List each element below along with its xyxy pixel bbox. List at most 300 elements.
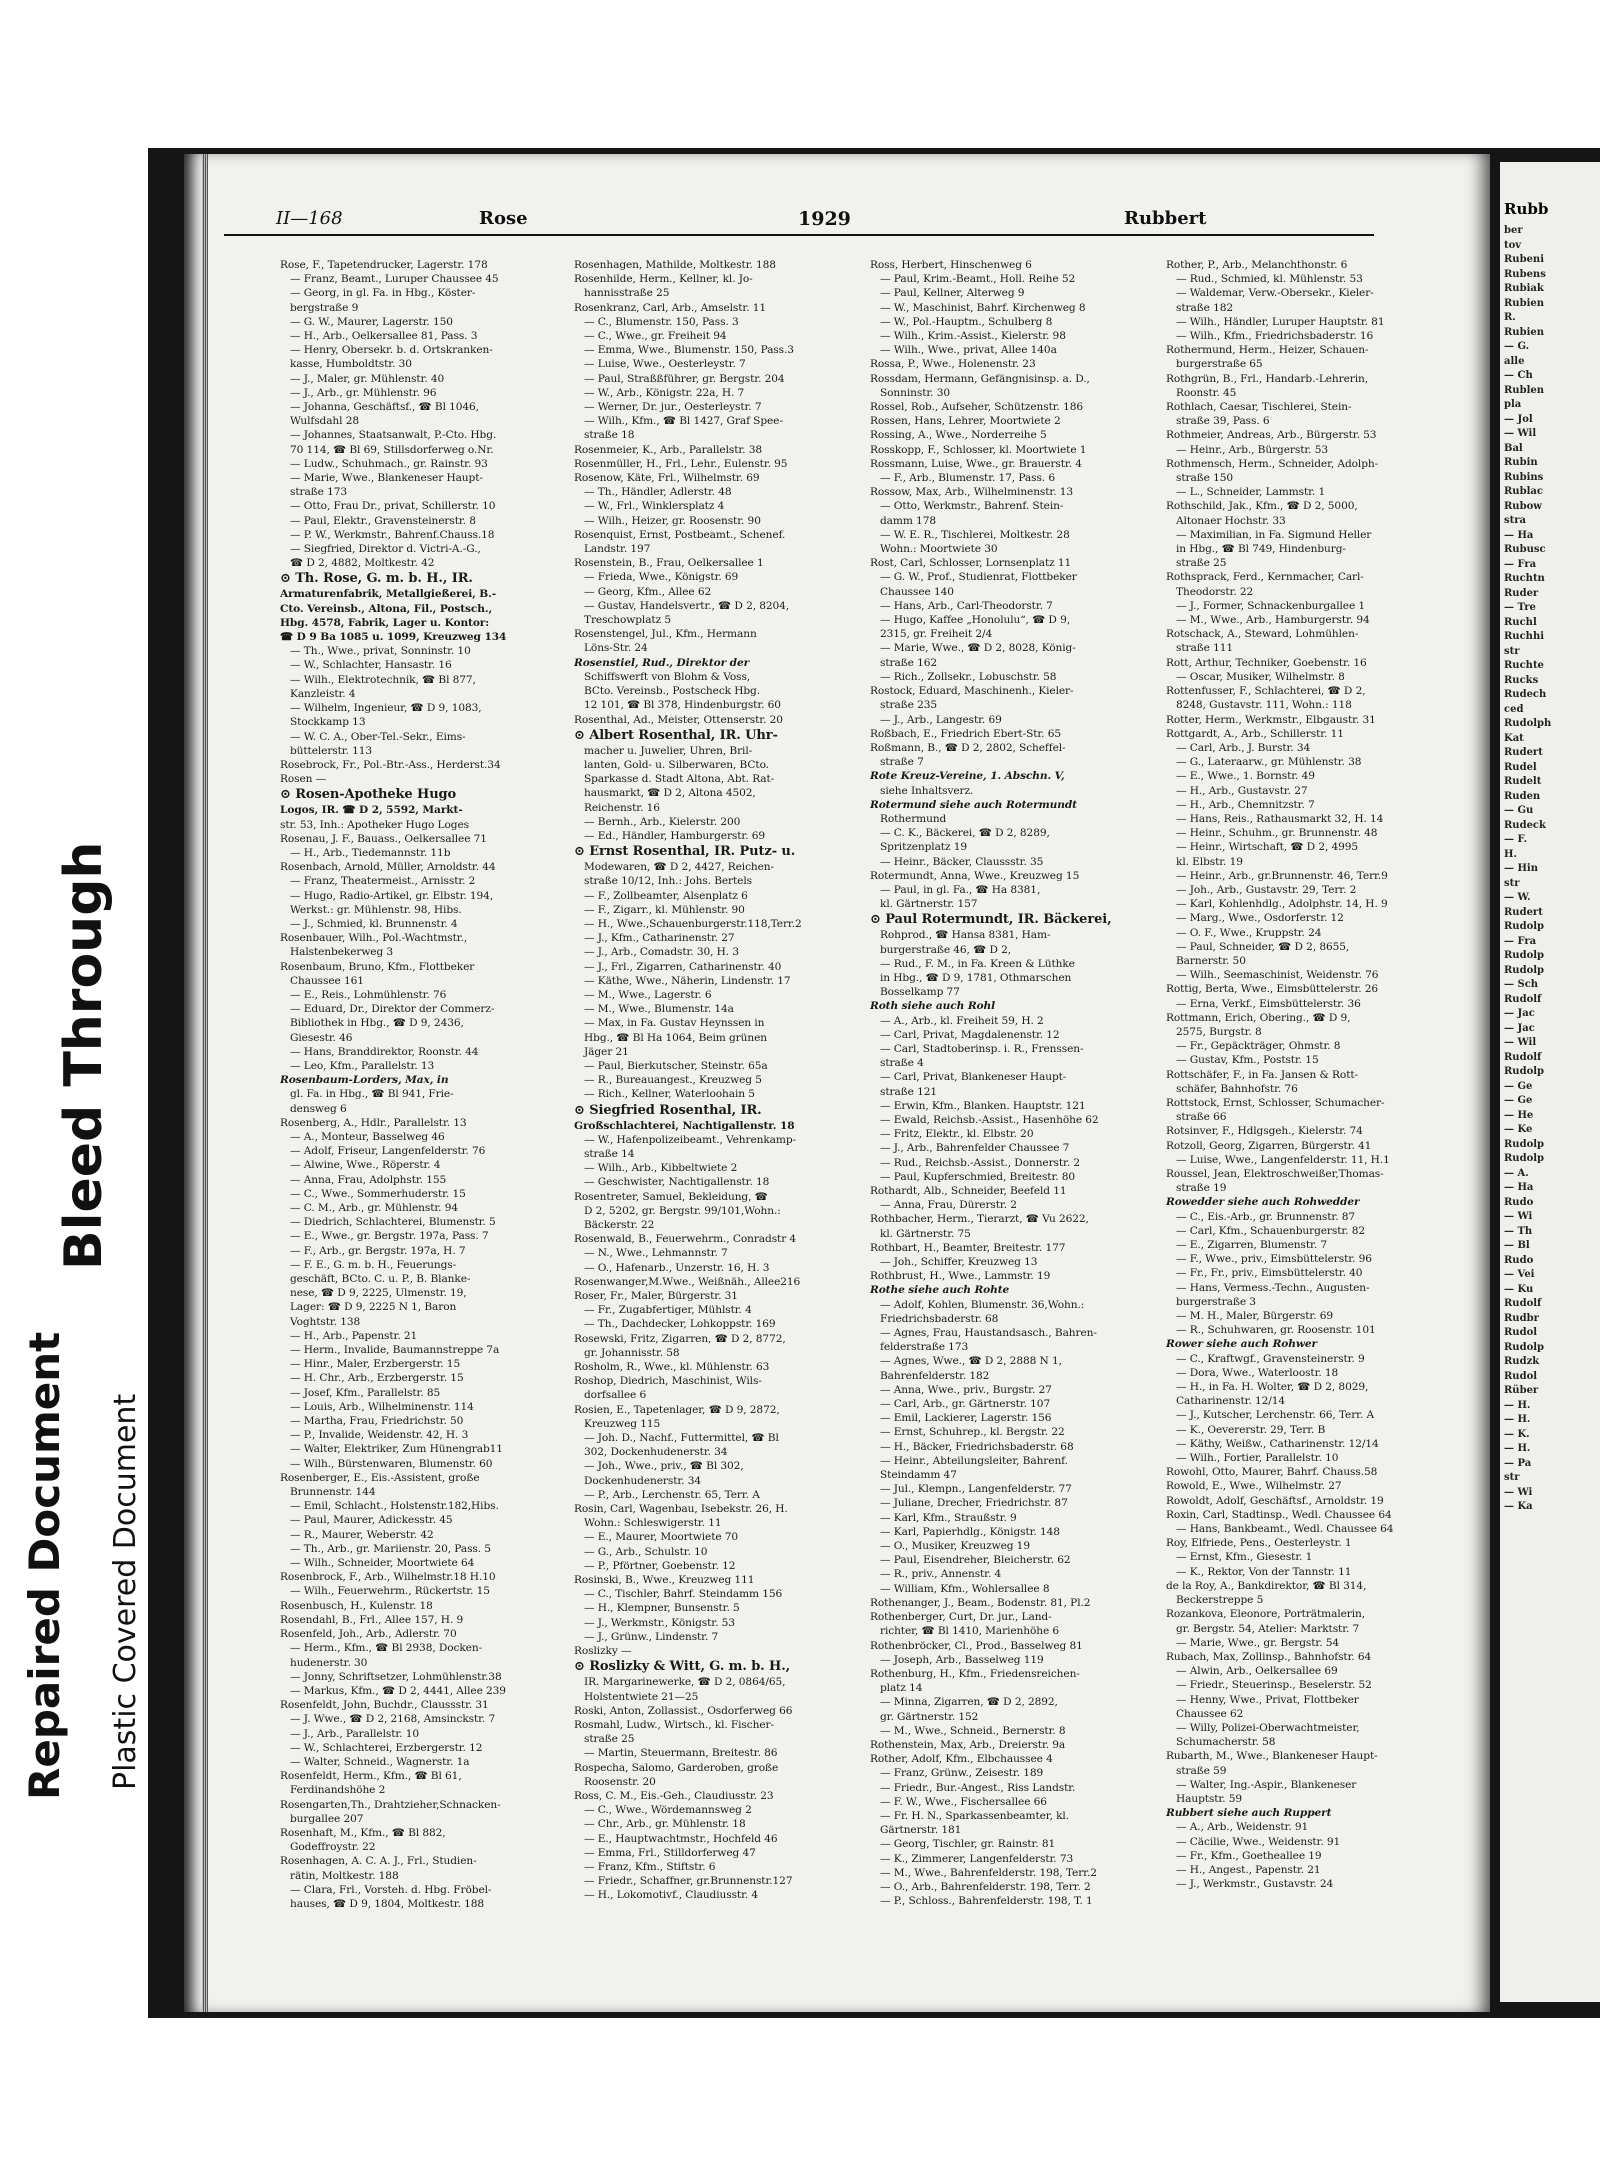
directory-entry: Rote Kreuz-Vereine, 1. Abschn. V, [870,770,1065,783]
directory-entry: — R., Bureauangest., Kreuzweg 5 [584,1074,762,1087]
facing-page-line: Rublac [1504,486,1543,497]
directory-entry: gr. Johannisstr. 58 [584,1346,680,1359]
directory-entry: — Hans, Branddirektor, Roonstr. 44 [290,1045,479,1058]
directory-entry: Rothardt, Alb., Schneider, Beefeld 11 [870,1185,1067,1197]
directory-entry: straße 19 [1176,1182,1227,1195]
directory-entry: — Marie, Wwe., ☎ D 2, 8028, König- [880,642,1076,655]
directory-entry: Godeffroystr. 22 [290,1841,376,1854]
facing-page-line: — Ge [1504,1095,1533,1106]
facing-page-fragment [1500,162,1600,2002]
bottom-margin [0,2090,1600,2177]
directory-entry: — W., Schlachter, Hansastr. 16 [290,659,452,672]
facing-page-line: Rubien [1504,297,1545,309]
directory-entry: Rosmahl, Ludw., Wirtsch., kl. Fischer- [574,1718,774,1731]
directory-entry: Sonninstr. 30 [880,386,951,399]
directory-entry: — R., Schuhwaren, gr. Roosenstr. 101 [1176,1324,1376,1337]
directory-entry: Rotter, Herm., Werkmstr., Elbgaustr. 31 [1166,713,1376,726]
directory-entry: — Carl, Privat, Magdalenenstr. 12 [880,1028,1060,1041]
directory-entry: — Käthe, Wwe., Näherin, Lindenstr. 17 [584,974,791,987]
facing-page-line: Rudert [1504,906,1543,918]
facing-page-line: Rubins [1504,471,1544,483]
directory-entry: — Wilh., Wwe., privat, Allee 140a [880,344,1057,357]
directory-entry: — F., Arb., gr. Bergstr. 197a, H. 7 [290,1244,466,1257]
facing-page-line: H. [1504,848,1517,860]
directory-entry: — O., Musiker, Kreuzweg 19 [880,1540,1030,1553]
directory-entry: — Rud., F. M., in Fa. Kreen & Lüthke [880,957,1075,970]
facing-page-line: Rudolf [1504,993,1542,1005]
directory-entry: — Frieda, Wwe., Königstr. 69 [584,571,739,584]
directory-entry: — Wilh., Kfm., ☎ Bl 1427, Graf Spee- [584,415,783,428]
directory-entry: Roßbach, E., Friedrich Ebert-Str. 65 [870,727,1061,740]
facing-page-line: Rubow [1504,500,1542,512]
directory-entry: — Herm., Kfm., ☎ Bl 2938, Docken- [290,1642,483,1655]
directory-entry: lanten, Gold- u. Silberwaren, BCto. [584,758,769,771]
directory-entry: — Bernh., Arb., Kielerstr. 200 [584,815,741,828]
directory-entry: — E., Reis., Lohmühlenstr. 76 [290,988,447,1001]
directory-entry: — Marie, Wwe., gr. Bergstr. 54 [1176,1636,1340,1649]
directory-entry: — W. E. R., Tischlerei, Moltkestr. 28 [880,528,1070,541]
directory-entry: — Martha, Frau, Friedrichstr. 50 [290,1415,464,1428]
directory-entry: burgerstraße 46, ☎ D 2, [880,943,1012,956]
directory-entry: Friedrichsbaderstr. 68 [880,1312,999,1325]
directory-column-2 [574,258,856,1998]
directory-entry: — Oscar, Musiker, Wilhelmstr. 8 [1176,670,1345,683]
directory-entry: — Paul, Kupferschmied, Breitestr. 80 [880,1170,1076,1183]
directory-entry: Bahrenfelderstr. 182 [880,1369,990,1382]
directory-entry: — M. H., Maler, Bürgerstr. 69 [1176,1310,1334,1323]
directory-entry: — Georg, in gl. Fa. in Hbg., Köster- [290,287,476,300]
directory-entry: Rost, Carl, Schlosser, Lornsenplatz 11 [870,557,1072,570]
facing-page-line: — Sch [1504,979,1539,990]
facing-page-line: — Jol [1504,413,1533,425]
directory-entry: kl. Gärtnerstr. 157 [880,898,978,911]
facing-page-line: — Ge [1504,1080,1533,1092]
directory-entry: — A., Arb., kl. Freiheit 59, H. 2 [880,1014,1044,1027]
directory-entry: 2315, gr. Freiheit 2/4 [880,628,993,641]
repaired-document-label: Repaired Document [20,1331,69,1800]
facing-page-line: Rubeni [1504,254,1545,265]
plastic-covered-label: Plastic Covered Document [108,1393,143,1790]
directory-entry: Roy, Elfriede, Pens., Oesterleystr. 1 [1166,1537,1352,1550]
facing-page-line: Rudolp [1504,1153,1545,1164]
directory-entry: Hbg. 4578, Fabrik, Lager u. Kontor: [280,616,490,629]
directory-entry: gr. Bergstr. 54, Atelier: Marktstr. 7 [1176,1622,1360,1635]
directory-entry: — F., Wwe., priv., Eimsbüttelerstr. 96 [1176,1253,1372,1266]
directory-entry: ⊙ Ernst Rosenthal, IR. Putz- u. [574,844,796,860]
directory-entry: — Rud., Reichsb.-Assist., Donnerstr. 2 [880,1156,1081,1169]
directory-entry: — Franz, Kfm., Stiftstr. 6 [584,1860,716,1873]
directory-entry: — G., Lateraarw., gr. Mühlenstr. 38 [1176,756,1362,769]
directory-entry: Halstenbekerweg 3 [290,946,394,959]
directory-entry: — K., Zimmerer, Langenfelderstr. 73 [880,1852,1074,1865]
facing-page-line: str [1504,877,1520,889]
directory-entry: — Heinr., Bäcker, Claussstr. 35 [880,855,1044,868]
directory-entry: — Luise, Wwe., Oesterleystr. 7 [584,358,746,371]
directory-entry: Rotsinver, F., Hdlgsgeh., Kielerstr. 74 [1166,1125,1363,1138]
directory-entry: — Juliane, Drecher, Friedrichstr. 87 [880,1497,1068,1510]
directory-entry: — P., Arb., Lerchenstr. 65, Terr. A [584,1488,760,1501]
directory-entry: Rossdam, Hermann, Gefängnisinsp. a. D., [870,372,1090,385]
facing-page-line: Rubin [1504,457,1538,468]
directory-entry: damm 178 [880,514,936,527]
directory-entry: — Hugo, Radio-Artikel, gr. Elbstr. 194, [290,889,494,902]
directory-entry: — Wilh., Arb., Kibbeltwiete 2 [584,1162,738,1175]
facing-page-line: — He [1504,1109,1534,1121]
directory-entry: Roussel, Jean, Elektroschweißer,Thomas- [1166,1168,1384,1180]
directory-entry: — C., Kraftwgf., Gravensteinerstr. 9 [1176,1352,1365,1365]
directory-entry: — Heinr., Wirtschaft, ☎ D 2, 4995 [1176,841,1359,854]
directory-entry: BCto. Vereinsb., Postscheck Hbg. [584,685,761,698]
directory-entry: Rossmann, Luise, Wwe., gr. Brauerstr. 4 [870,457,1082,470]
directory-entry: — H., in Fa. H. Wolter, ☎ D 2, 8029, [1176,1381,1369,1394]
directory-entry: macher u. Juwelier, Uhren, Bril- [584,744,753,757]
directory-entry: — E., Wwe., 1. Bornstr. 49 [1176,770,1315,783]
directory-entry: siehe Inhaltsverz. [880,784,974,797]
directory-entry: — Paul, Schneider, ☎ D 2, 8655, [1176,940,1350,953]
directory-entry: — Heinr., Schuhm., gr. Brunnenstr. 48 [1176,827,1378,840]
directory-entry: — Wilh., Händler, Luruper Hauptstr. 81 [1176,315,1385,328]
directory-entry: — R., Maurer, Weberstr. 42 [290,1528,434,1541]
directory-entry: Lager: ☎ D 9, 2225 N 1, Baron [290,1301,457,1314]
directory-entry: Logos, IR. ☎ D 2, 5592, Markt- [280,804,463,817]
directory-entry: Rothbrust, H., Wwe., Lammstr. 19 [870,1270,1051,1283]
facing-page-line: — Pa [1504,1457,1532,1469]
directory-entry: — Emil, Lackierer, Lagerstr. 156 [880,1412,1052,1425]
directory-entry: burgerstraße 3 [1176,1295,1256,1308]
directory-entry: Rowoldt, Adolf, Geschäftsf., Arnoldstr. 19 [1166,1494,1384,1507]
directory-entry: Rower siehe auch Rohwer [1166,1338,1317,1351]
facing-page-line: — Hin [1504,863,1538,874]
directory-entry: — O. F., Wwe., Kruppstr. 24 [1176,926,1322,939]
directory-entry: Rothbart, H., Beamter, Breitestr. 177 [870,1241,1066,1254]
directory-entry: — F., Arb., Blumenstr. 17, Pass. 6 [880,472,1055,485]
directory-entry: büttelerstr. 113 [290,744,373,757]
directory-entry: Hauptstr. 59 [1176,1792,1243,1805]
directory-entry: — M., Wwe., Schneid., Bernerstr. 8 [880,1724,1066,1737]
directory-entry: — C., Blumenstr. 150, Pass. 3 [584,315,739,328]
directory-entry: Rottenfusser, F., Schlachterei, ☎ D 2, [1166,685,1366,698]
directory-entry: — Carl, Stadtoberinsp. i. R., Frenssen- [880,1042,1084,1055]
directory-entry: — Wilh., Heizer, gr. Roosenstr. 90 [584,514,761,527]
directory-entry: Rothbacher, Herm., Tierarzt, ☎ Vu 2622, [870,1213,1089,1226]
directory-entry: Rosenow, Käte, Frl., Wilhelmstr. 69 [574,472,760,485]
facing-page-line: — Ka [1504,1501,1533,1512]
directory-entry: — Emma, Wwe., Blumenstr. 150, Pass.3 [584,344,794,357]
directory-entry: Rosenau, J. F., Bauass., Oelkersallee 71 [280,832,487,845]
directory-entry: Rosenhagen, A. C. A. J., Frl., Studien- [280,1855,477,1868]
directory-entry: — Heinr., Arb., gr.Brunnenstr. 46, Terr.9 [1176,869,1388,882]
directory-entry: Gärtnerstr. 181 [880,1824,962,1837]
directory-entry: Holstentwiete 21—25 [584,1690,699,1703]
directory-entry: Rosenbach, Arnold, Müller, Arnoldstr. 44 [280,861,496,874]
directory-entry: — L., Schneider, Lammstr. 1 [1176,486,1326,499]
directory-entry: Rubach, Max, Zollinsp., Bahnhofstr. 64 [1166,1650,1372,1663]
directory-entry: — Hans, Bankbeamt., Wedl. Chaussee 64 [1176,1523,1394,1536]
directory-entry: Cto. Vereinsb., Altona, Fil., Postsch., [280,602,493,615]
facing-page-line: Rudbr [1504,1312,1539,1324]
directory-entry: Theodorstr. 22 [1176,585,1254,598]
facing-page-line: — W. [1504,892,1531,903]
directory-entry: Dockenhudenerstr. 34 [584,1474,701,1487]
directory-entry: — J., Werkmstr., Gustavstr. 24 [1176,1878,1334,1891]
directory-entry: — Fr., Gepäckträger, Ohmstr. 8 [1176,1040,1341,1053]
directory-entry: — W., Pol.-Hauptm., Schulberg 8 [880,315,1053,328]
directory-entry: Rotermund siehe auch Rotermundt [870,798,1077,811]
directory-entry: — Th., Händler, Adlerstr. 48 [584,486,732,499]
directory-entry: Rosenwald, B., Feuerwehrm., Conradstr 4 [574,1233,797,1246]
directory-entry: — J., Kutscher, Lerchenstr. 66, Terr. A [1176,1409,1375,1422]
directory-entry: — Franz, Theatermeist., Arnisstr. 2 [290,875,476,888]
directory-entry: Rothschild, Jak., Kfm., ☎ D 2, 5000, [1166,500,1358,513]
directory-entry: — Hugo, Kaffee „Honolulu“, ☎ D 9, [880,614,1071,627]
directory-entry: — Wilh., Schneider, Moortwiete 64 [290,1557,475,1570]
directory-entry: in Hbg., ☎ D 9, 1781, Othmarschen [880,971,1072,984]
directory-entry: Rothermund [880,812,947,825]
directory-entry: — J., Arb., Comadstr. 30, H. 3 [584,946,739,959]
directory-columns [280,258,1464,1998]
directory-entry: — P., Pförtner, Goebenstr. 12 [584,1559,736,1572]
page-stack-edge [202,154,208,2012]
directory-entry: Rubarth, M., Wwe., Blankeneser Haupt- [1166,1750,1378,1763]
directory-entry: Reichenstr. 16 [584,801,660,814]
directory-entry: Rosen — [280,773,327,786]
directory-entry: — Gustav, Handelsvertr., ☎ D 2, 8204, [584,599,790,612]
directory-entry: Rosholm, R., Wwe., kl. Mühlenstr. 63 [574,1361,770,1374]
directory-entry: — Friedr., Bur.-Angest., Riss Landstr. [880,1781,1076,1794]
directory-entry: hudenerstr. 30 [290,1656,368,1669]
directory-entry: Rosien, E., Tapetenlager, ☎ D 9, 2872, [574,1403,780,1416]
directory-entry: Rossing, A., Wwe., Norderreihe 5 [870,429,1047,442]
directory-entry: ⊙ Siegfried Rosenthal, IR. [574,1102,762,1118]
directory-entry: — Marg., Wwe., Osdorferstr. 12 [1176,912,1344,925]
directory-entry: Rothe siehe auch Rohte [870,1284,1010,1297]
directory-entry: Chaussee 62 [1176,1707,1244,1720]
directory-entry: — M., Wwe., Bahrenfelderstr. 198, Terr.2 [880,1866,1097,1879]
directory-entry: Voghtstr. 138 [290,1315,361,1328]
directory-entry: — Anna, Wwe., priv., Burgstr. 27 [880,1383,1052,1396]
directory-entry: burgallee 207 [290,1812,364,1825]
directory-entry: kl. Gärtnerstr. 75 [880,1227,971,1240]
directory-entry: Rosinski, B., Wwe., Kreuzweg 111 [574,1574,755,1587]
directory-entry: — C. M., Arb., gr. Mühlenstr. 94 [290,1202,458,1214]
directory-entry: — Luise, Wwe., Langenfelderstr. 11, H.1 [1176,1153,1390,1166]
directory-entry: — Erwin, Kfm., Blanken. Hauptstr. 121 [880,1099,1086,1112]
directory-entry: — Johanna, Geschäftsf., ☎ Bl 1046, [290,401,479,414]
directory-entry: straße 182 [1176,301,1234,314]
directory-entry: Roßmann, B., ☎ D 2, 2802, Scheffel- [870,741,1066,754]
directory-entry: gl. Fa. in Hbg., ☎ Bl 941, Frie- [290,1088,454,1101]
directory-entry: Rostock, Eduard, Maschinenh., Kieler- [870,685,1074,698]
directory-entry: — Heinr., Arb., Bürgerstr. 53 [1176,443,1328,456]
directory-entry: Rosenquist, Ernst, Postbeamt., Schenef. [574,528,786,541]
directory-entry: — Johannes, Staatsanwalt, P.-Cto. Hbg. [290,429,497,442]
directory-entry: — Minna, Zigarren, ☎ D 2, 2892, [880,1696,1058,1709]
directory-entry: Rosenfeldt, Herm., Kfm., ☎ Bl 61, [280,1770,462,1783]
facing-page-line: Kat [1504,732,1524,744]
directory-entry: Chaussee 161 [290,974,364,987]
directory-entry: 302, Dockenhudenerstr. 34 [584,1446,728,1459]
directory-entry: Rosenfeld, Joh., Arb., Adlerstr. 70 [280,1628,457,1641]
directory-entry: — E., Maurer, Moortwiete 70 [584,1531,739,1544]
directory-entry: — A., Arb., Weidenstr. 91 [1176,1821,1309,1834]
directory-entry: — Anna, Frau, Adolphstr. 155 [290,1173,447,1186]
directory-entry: hauses, ☎ D 9, 1804, Moltkestr. 188 [290,1897,485,1910]
directory-entry: — Carl, Privat, Blankeneser Haupt- [880,1071,1067,1084]
header-year: 1929 [798,208,851,230]
facing-page-line: pla [1504,399,1522,410]
directory-entry: — Louis, Arb., Wilhelminenstr. 114 [290,1400,474,1413]
directory-entry: — Fr., Kfm., Goetheallee 19 [1176,1849,1322,1862]
directory-entry: — Paul, Bierkutscher, Steinstr. 65a [584,1059,768,1072]
directory-entry: — Anna, Frau, Dürerstr. 2 [880,1199,1017,1212]
directory-entry: Kanzleistr. 4 [290,687,356,700]
directory-entry: in Hbg., ☎ Bl 749, Hindenburg- [1176,543,1346,556]
directory-entry: Rott, Arthur, Techniker, Goebenstr. 16 [1166,656,1367,669]
directory-entry: — H. Chr., Arb., Erzbergerstr. 15 [290,1372,464,1385]
facing-page-line: — H. [1504,1399,1531,1411]
facing-page-line: Rudol [1504,1370,1538,1382]
directory-entry: — J., Grünw., Lindenstr. 7 [584,1630,719,1643]
directory-entry: — Friedr., Schaffner, gr.Brunnenstr.127 [584,1875,793,1888]
bleed-through-label: Bleed Through [54,841,114,1270]
directory-entry: — Th., Arb., gr. Mariienstr. 20, Pass. 5 [290,1542,491,1555]
directory-entry: — Wilh., Elektrotechnik, ☎ Bl 877, [290,673,476,686]
facing-page-line: — G. [1504,341,1530,352]
directory-entry: — M., Wwe., Lagerstr. 6 [584,988,712,1001]
directory-entry: — W. C. A., Ober-Tel.-Sekr., Eims- [290,730,466,743]
directory-entry: 8248, Gustavstr. 111, Wohn.: 118 [1176,699,1352,712]
facing-page-line: Rudolp [1504,964,1545,976]
directory-entry: — Wilh., Krim.-Assist., Kielerstr. 98 [880,330,1066,343]
facing-page-line: — Ke [1504,1124,1533,1135]
directory-entry: felderstraße 173 [880,1341,969,1354]
directory-entry: Landstr. 197 [584,543,651,556]
directory-entry: Rottgardt, A., Arb., Schillerstr. 11 [1166,727,1344,740]
directory-entry: — C., Wwe., Sommerhuderstr. 15 [290,1187,466,1200]
facing-page-line: — H. [1504,1443,1531,1454]
directory-entry: Rothermund, Herm., Heizer, Schauen- [1166,344,1369,357]
directory-entry: Rosenberg, A., Hdlr., Parallelstr. 13 [280,1116,467,1129]
directory-entry: — Käthy, Weißw., Catharinenstr. 12/14 [1176,1437,1379,1450]
directory-entry: — Herm., Invalide, Baumannstreppe 7a [290,1344,500,1357]
directory-entry: rätin, Moltkestr. 188 [290,1869,399,1882]
directory-entry: — J., Former, Schnackenburgallee 1 [1176,599,1366,612]
directory-entry: — J., Arb., Langestr. 69 [880,713,1002,726]
directory-entry: — Hans, Vermess.-Techn., Augusten- [1176,1281,1370,1294]
directory-entry: Roosenstr. 20 [584,1775,656,1788]
directory-entry: — Fr., Fr., priv., Eimsbüttelerstr. 40 [1176,1267,1363,1280]
directory-entry: Rotzoll, Georg, Zigarren, Bürgerstr. 41 [1166,1139,1372,1152]
directory-entry: Wohn.: Schleswigerstr. 11 [584,1517,722,1530]
directory-entry: Rosenhilde, Herm., Kellner, kl. Jo- [574,273,753,286]
directory-entry: — Fr. H. N., Sparkassenbeamter, kl. [880,1809,1069,1822]
directory-entry: ⊙ Roslizky & Witt, G. m. b. H., [574,1659,791,1675]
directory-entry: Catharinenstr. 12/14 [1176,1395,1286,1408]
directory-entry: — Agnes, Frau, Haustandsasch., Bahren- [880,1327,1097,1340]
directory-column-1 [280,258,562,1998]
directory-entry: Rosenbauer, Wilh., Pol.-Wachtmstr., [280,932,468,945]
directory-entry: — Otto, Werkmstr., Bahrenf. Stein- [880,500,1064,513]
directory-entry: — H., Arb., Chemnitzstr. 7 [1176,798,1315,811]
directory-entry: Rosenstein, B., Frau, Oelkersallee 1 [574,557,764,570]
facing-page-line: — K. [1504,1428,1530,1440]
directory-entry: — J., Maler, gr. Mühlenstr. 40 [290,372,445,385]
directory-entry: Rosenhaft, M., Kfm., ☎ Bl 882, [280,1826,446,1839]
facing-page-head: Rubb [1504,200,1549,218]
directory-entry: — G., Arb., Schulstr. 10 [584,1545,708,1558]
directory-entry: — H., Angest., Papenstr. 21 [1176,1863,1321,1876]
directory-entry: Altonaer Hochstr. 33 [1176,514,1286,527]
directory-entry: Rottig, Berta, Wwe., Eimsbüttelerstr. 26 [1166,983,1379,996]
directory-entry: — H., Wwe.,Schauenburgerstr.118,Terr.2 [584,917,802,930]
directory-entry: — H., Arb., Oelkersallee 81, Pass. 3 [290,330,478,343]
directory-entry: Stockkamp 13 [290,716,366,729]
directory-entry: — Fr., Zugabfertiger, Mühlstr. 4 [584,1304,752,1317]
directory-entry: 2575, Burgstr. 8 [1176,1025,1262,1038]
directory-entry: — P., Schloss., Bahrenfelderstr. 198, T. 1 [880,1895,1093,1908]
facing-page-line: alle [1504,355,1525,367]
directory-entry: Roslizky — [574,1645,632,1658]
directory-entry: — Otto, Frau Dr., privat, Schillerstr. 10 [290,500,496,513]
directory-entry: straße 25 [1176,557,1227,570]
directory-entry: — J., Arb., Bahrenfelder Chaussee 7 [880,1142,1070,1155]
directory-entry: richter, ☎ Bl 1410, Marienhöhe 6 [880,1625,1060,1638]
directory-entry: Rottschäfer, F., in Fa. Jansen & Rott- [1166,1068,1358,1081]
facing-page-line: Rubien [1504,326,1545,338]
directory-entry: hausmarkt, ☎ D 2, Altona 4502, [584,787,756,800]
directory-entry: bergstraße 9 [290,301,359,314]
directory-entry: Rothenstein, Max, Arb., Dreierstr. 9a [870,1738,1066,1751]
facing-page-line: Ruchhi [1504,631,1545,642]
directory-entry: — Dora, Wwe., Waterloostr. 18 [1176,1366,1339,1379]
directory-entry: Barnerstr. 50 [1176,954,1246,967]
page-header [224,208,1374,236]
facing-page-line: Rudolp [1504,1341,1545,1353]
directory-entry: — Ed., Händler, Hamburgerstr. 69 [584,829,766,842]
facing-page-line: str [1504,1472,1520,1483]
directory-entry: — G. W., Maurer, Lagerstr. 150 [290,315,453,328]
facing-page-line: Rudolp [1504,1066,1545,1077]
directory-entry: — Josef, Kfm., Parallelstr. 85 [290,1386,441,1399]
directory-entry: Rothgrün, B., Frl., Handarb.-Lehrerin, [1166,372,1369,385]
directory-entry: ⊙ Rosen-Apotheke Hugo [280,787,457,803]
directory-entry: Beckerstreppe 5 [1176,1594,1264,1607]
directory-entry: Werkst.: gr. Mühlenstr. 98, Hibs. [290,903,462,916]
directory-entry: 70 114, ☎ Bl 69, Stillsdorferweg o.Nr. [290,443,494,456]
directory-entry: — F. E., G. m. b. H., Feuerungs- [290,1258,457,1271]
directory-entry: — Walter, Schneid., Wagnerstr. 1a [290,1755,470,1768]
directory-entry: — J., Arb., Parallelstr. 10 [290,1727,419,1740]
directory-entry: — Paul, Straßßführer, gr. Bergstr. 204 [584,372,785,385]
directory-entry: geschäft, BCto. C. u. P., B. Blanke- [290,1273,471,1286]
directory-entry: — Adolf, Kohlen, Blumenstr. 36,Wohn.: [880,1298,1085,1311]
directory-entry: — Emil, Schlacht., Holstenstr.182,Hibs. [290,1500,499,1513]
directory-entry: — Leo, Kfm., Parallelstr. 13 [290,1059,435,1072]
directory-entry: Löns-Str. 24 [584,642,648,655]
facing-page-line: Rucks [1504,674,1539,686]
directory-page [184,154,1490,2012]
facing-page-line: Rüber [1504,1385,1539,1396]
directory-entry: Brunnenstr. 144 [290,1486,376,1499]
facing-page-line: — F. [1504,834,1528,845]
facing-page-line: Rudolf [1504,1298,1542,1309]
directory-entry: hannisstraße 25 [584,287,670,300]
directory-entry: str. 53, Inh.: Apotheker Hugo Loges [280,818,469,831]
facing-page-line: Ruchl [1504,616,1537,628]
directory-entry: — Marie, Wwe., Blankeneser Haupt- [290,472,483,485]
facing-page-line: Bal [1504,442,1523,454]
directory-entry: Roonstr. 45 [1176,386,1237,399]
